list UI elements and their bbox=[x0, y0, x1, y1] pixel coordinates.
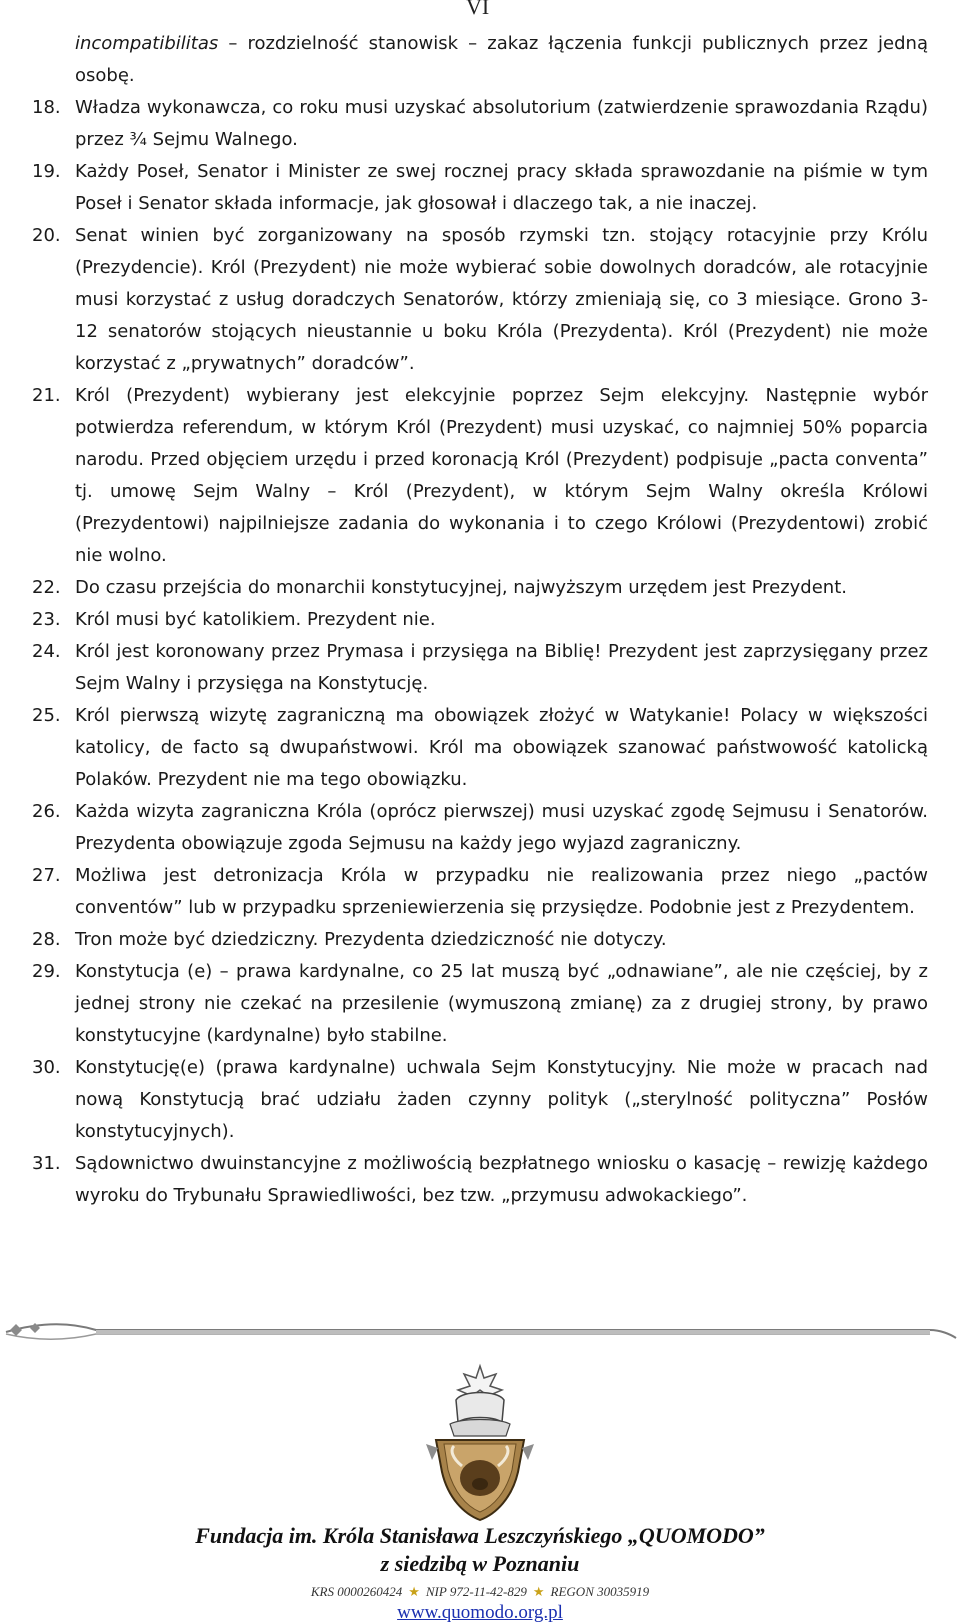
item-text: Król musi być katolikiem. Prezydent nie. bbox=[75, 609, 436, 630]
item-number: 23. bbox=[32, 609, 61, 630]
item-number: 22. bbox=[32, 577, 61, 598]
item-text: Każda wizyta zagraniczna Króla (oprócz pierwszej) musi uzyskać zgodę Sejmusu i Senatorów. Prezydenta obowiązuje zgoda Sejmusu na każdy jego wyjazd zagraniczny. bbox=[75, 801, 928, 854]
item-text: Sądownictwo dwuinstancyjne z możliwością bezpłatnego wniosku o kasację – rewizję każdego wyroku do Trybunału Sprawiedliwości, bez tzw. „przymusu adwokackiego”. bbox=[75, 1153, 928, 1206]
list-item bbox=[32, 636, 928, 700]
list-item bbox=[32, 380, 928, 572]
item-text: Każdy Poseł, Senator i Minister ze swej rocznej pracy składa sprawozdanie na piśmie w tym Poseł i Senator składa informacje, jak głosował i dlaczego tak, a nie inaczej. bbox=[75, 161, 928, 214]
item-number: 21. bbox=[32, 385, 61, 406]
regon-number: REGON 30035919 bbox=[550, 1584, 650, 1599]
item-text: Konstytucja (e) – prawa kardynalne, co 25 lat muszą być „odnawiane”, ale nie częściej, by z jednej strony nie czekać na przesilenie (wymuszoną zmianę) za z drugiej strony, by prawo konstytucyjne (kardynalne) było stabilne. bbox=[75, 961, 928, 1046]
star-icon: ★ bbox=[408, 1584, 420, 1599]
foundation-name: Fundacja im. Króla Stanisława Leszczyńskiego „QUOMODO” bbox=[195, 1523, 765, 1548]
item-number: 26. bbox=[32, 801, 61, 822]
intro-paragraph bbox=[75, 28, 928, 92]
list-item bbox=[32, 796, 928, 860]
item-text: Król pierwszą wizytę zagraniczną ma obowiązek złożyć w Watykanie! Polacy w większości katolicy, de facto są dwupaństwowi. Król ma obowiązek szanować państwowość katolicką Polaków. Prezydent nie ma tego obowiązku. bbox=[75, 705, 928, 790]
website-link[interactable]: www.quomodo.org.pl bbox=[397, 1602, 563, 1623]
footer bbox=[0, 1522, 960, 1624]
krs-number: KRS 0000260424 bbox=[310, 1584, 403, 1599]
ornamental-divider bbox=[0, 1318, 960, 1344]
item-text: Władza wykonawcza, co roku musi uzyskać absolutorium (zatwierdzenie sprawozdania Rządu) przez ¾ Sejmu Walnego. bbox=[75, 97, 928, 150]
foundation-crest-logo bbox=[422, 1360, 538, 1524]
item-text: Król (Prezydent) wybierany jest elekcyjnie poprzez Sejm elekcyjny. Następnie wybór potwierdza referendum, w którym Król (Prezydent) musi uzyskać, co najmniej 50% poparcia narodu. Przed objęciem urzędu i przed koronacją Król (Prezydent) podpisuje „pacta conventa” tj. umowę Sejm Walny – Król (Prezydent), w którym Sejm Walny określa Królowi (Prezydentowi) najpilniejsze zadania do wykonania i to czego Królowi (Prezydentowi) zrobić nie wolno. bbox=[75, 385, 928, 566]
list-item bbox=[32, 956, 928, 1052]
list-item bbox=[32, 156, 928, 220]
list-item bbox=[32, 1148, 928, 1212]
item-text: Tron może być dziedziczny. Prezydenta dziedziczność nie dotyczy. bbox=[75, 929, 667, 950]
item-number: 20. bbox=[32, 225, 61, 246]
item-number: 28. bbox=[32, 929, 61, 950]
item-number: 31. bbox=[32, 1153, 61, 1174]
item-text: Możliwa jest detronizacja Króla w przypadku nie realizowania przez niego „pactów conventów” lub w przypadku sprzeniewierzenia się przysiędze. Podobnie jest z Prezydentem. bbox=[75, 865, 928, 918]
item-number: 19. bbox=[32, 161, 61, 182]
foundation-seat: z siedzibą w Poznaniu bbox=[380, 1551, 580, 1576]
list-item bbox=[32, 572, 928, 604]
item-number: 30. bbox=[32, 1057, 61, 1078]
list-item bbox=[32, 220, 928, 380]
intro-text: – rozdzielność stanowisk – zakaz łączenia funkcji publicznych przez jedną osobę. bbox=[75, 33, 928, 86]
item-number: 27. bbox=[32, 865, 61, 886]
nip-number: NIP 972-11-42-829 bbox=[425, 1584, 527, 1599]
list-item bbox=[32, 924, 928, 956]
item-text: Król jest koronowany przez Prymasa i przysięga na Biblię! Prezydent jest zaprzysięgany przez Sejm Walny i przysięga na Konstytucję. bbox=[75, 641, 928, 694]
item-number: 18. bbox=[32, 97, 61, 118]
intro-term: incompatibilitas bbox=[75, 33, 219, 54]
list-item bbox=[32, 1052, 928, 1148]
document-body bbox=[32, 28, 928, 1212]
item-number: 24. bbox=[32, 641, 61, 662]
registration-numbers bbox=[0, 1582, 960, 1602]
item-number: 25. bbox=[32, 705, 61, 726]
page-number: VI bbox=[466, 0, 490, 19]
star-icon: ★ bbox=[532, 1584, 545, 1599]
list-item bbox=[32, 92, 928, 156]
item-text: Senat winien być zorganizowany na sposób rzymski tzn. stojący rotacyjnie przy Królu (Prezydencie). Król (Prezydent) nie może wybierać sobie dowolnych doradców, ale rotacyjnie musi korzystać z usług doradczych Senatorów, którzy zmieniają się, co 3 miesiące. Grono 3-12 senatorów stojących nieustannie u boku Króla (Prezydenta). Król (Prezydent) nie może korzystać z „prywatnych” doradców”. bbox=[75, 225, 928, 374]
item-number: 29. bbox=[32, 961, 61, 982]
list-item bbox=[32, 860, 928, 924]
numbered-list bbox=[32, 92, 928, 1212]
item-text: Konstytucję(e) (prawa kardynalne) uchwala Sejm Konstytucyjny. Nie może w pracach nad nową Konstytucją brać udziału żaden czynny polityk („sterylność polityczna” Posłów konstytucyjnych). bbox=[75, 1057, 928, 1142]
list-item bbox=[32, 700, 928, 796]
list-item bbox=[32, 604, 928, 636]
item-text: Do czasu przejścia do monarchii konstytucyjnej, najwyższym urzędem jest Prezydent. bbox=[75, 577, 847, 598]
